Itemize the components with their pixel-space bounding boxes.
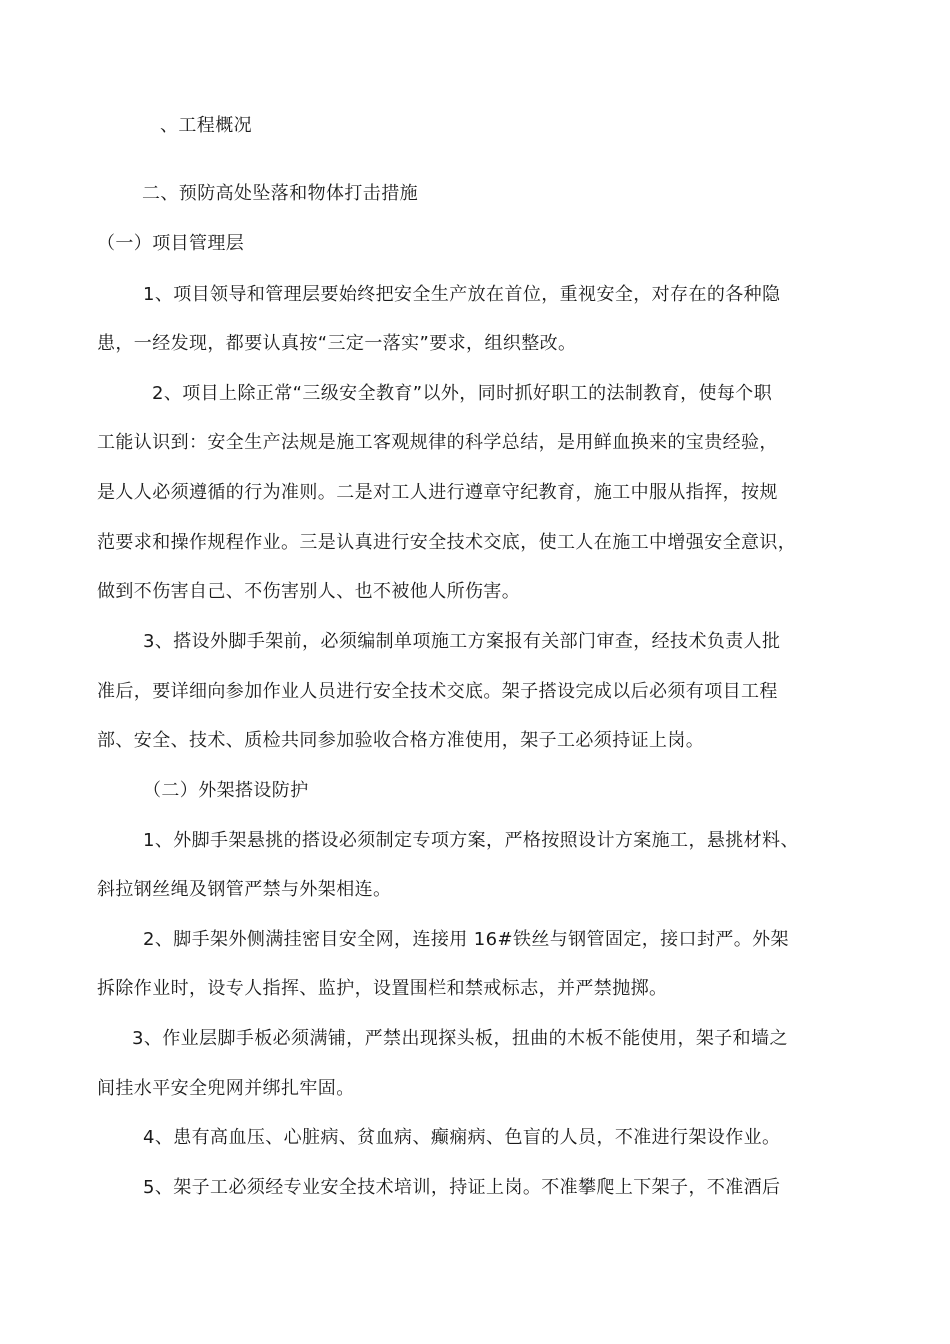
paragraph-line: 准后，要详细向参加作业人员进行安全技术交底。架子搭设完成以后必须有项目工程: [97, 681, 778, 702]
paragraph-line: 患，一经发现，都要认真按“三定一落实”要求，组织整改。: [97, 333, 577, 354]
subsection-1-heading: （一）项目管理层: [97, 233, 245, 254]
paragraph-line: 斜拉钢丝绳及钢管严禁与外架相连。: [97, 879, 392, 900]
paragraph-line: 2、项目上除正常“三级安全教育”以外，同时抓好职工的法制教育，使每个职: [152, 383, 773, 404]
paragraph-line: 是人人必须遵循的行为准则。二是对工人进行遵章守纪教育，施工中服从指挥，按规: [97, 482, 778, 503]
paragraph-line: 3、作业层脚手板必须满铺，严禁出现探头板，扭曲的木板不能使用，架子和墙之: [132, 1028, 788, 1049]
paragraph-line: 1、项目领导和管理层要始终把安全生产放在首位，重视安全，对存在的各种隐: [143, 284, 781, 305]
paragraph-line: 2、脚手架外侧满挂密目安全网，连接用 16#铁丝与钢管固定，接口封严。外架: [143, 929, 789, 950]
paragraph-line: 1、外脚手架悬挑的搭设必须制定专项方案，严格按照设计方案施工，悬挑材料、: [143, 830, 799, 851]
paragraph-line: 做到不伤害自己、不伤害别人、也不被他人所伤害。: [97, 581, 521, 602]
paragraph-line: 4、患有高血压、心脏病、贫血病、癫痫病、色盲的人员，不准进行架设作业。: [143, 1127, 781, 1148]
section-2-heading: 二、预防高处坠落和物体打击措施: [142, 183, 418, 204]
paragraph-line: 部、安全、技术、质检共同参加验收合格方准使用，架子工必须持证上岗。: [97, 730, 705, 751]
paragraph-line: 5、架子工必须经专业安全技术培训，持证上岗。不准攀爬上下架子，不准酒后: [143, 1177, 781, 1198]
paragraph-line: 拆除作业时，设专人指挥、监护，设置围栏和禁戒标志，并严禁抛掷。: [97, 978, 668, 999]
subsection-2-heading: （二）外架搭设防护: [143, 780, 309, 801]
paragraph-line: 3、搭设外脚手架前，必须编制单项施工方案报有关部门审查，经技术负责人批: [143, 631, 781, 652]
paragraph-line: 间挂水平安全兜网并绑扎牢固。: [97, 1078, 355, 1099]
section-1-heading: 、工程概况: [160, 115, 252, 136]
paragraph-line: 范要求和操作规程作业。三是认真进行安全技术交底，使工人在施工中增强安全意识，: [97, 532, 797, 553]
paragraph-line: 工能认识到：安全生产法规是施工客观规律的科学总结，是用鲜血换来的宝贵经验，: [97, 432, 778, 453]
